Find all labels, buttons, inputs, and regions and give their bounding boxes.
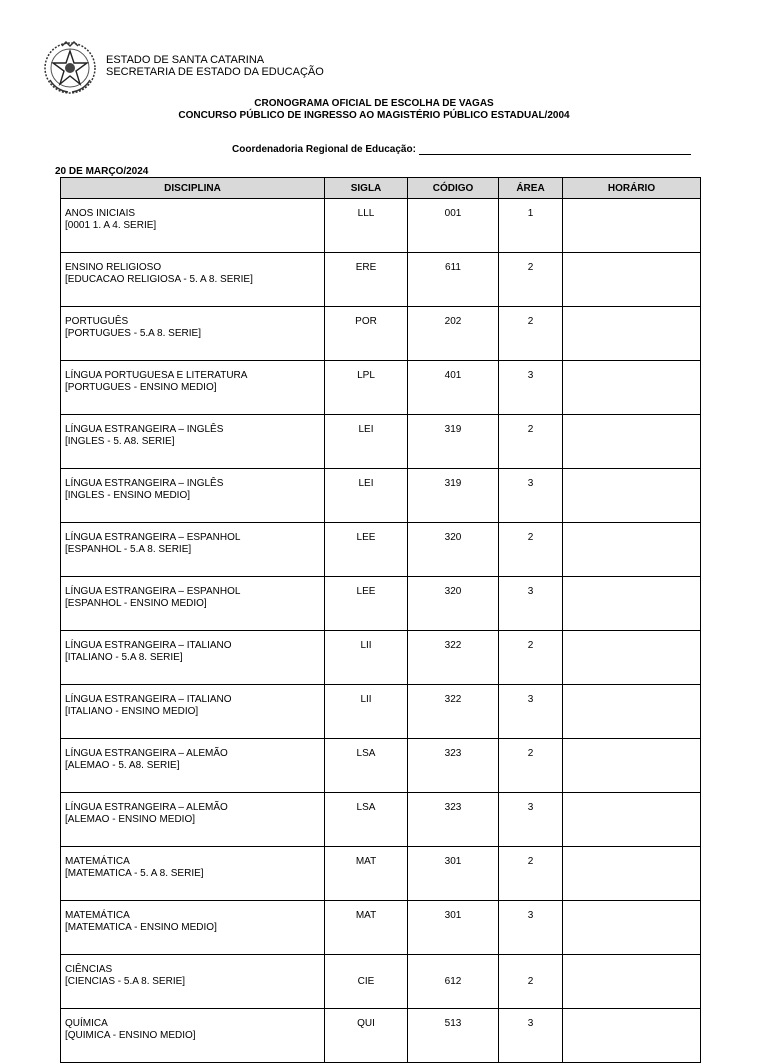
table-row: [61, 199, 701, 253]
cell-horario[interactable]: [563, 523, 701, 577]
cell-codigo: 301: [408, 901, 499, 955]
cell-area: 3: [499, 577, 563, 631]
cell-sigla: QUI: [325, 1009, 408, 1063]
table-body: [61, 199, 701, 1063]
cell-codigo: 322: [408, 685, 499, 739]
cell-area: 2: [499, 253, 563, 307]
discipline-name: LÍNGUA ESTRANGEIRA – ESPANHOL: [65, 586, 241, 597]
cell-disciplina: [61, 793, 325, 847]
cell-disciplina: [61, 523, 325, 577]
discipline-name: LÍNGUA ESTRANGEIRA – ALEMÃO: [65, 748, 228, 759]
cell-sigla: MAT: [325, 901, 408, 955]
table-row: [61, 415, 701, 469]
coordination-blank-line: [419, 144, 691, 155]
cell-area: 2: [499, 847, 563, 901]
col-header-codigo: CÓDIGO: [408, 178, 499, 199]
discipline-name: ENSINO RELIGIOSO: [65, 262, 162, 273]
discipline-detail: [MATEMATICA - ENSINO MEDIO]: [65, 922, 217, 933]
discipline-name: PORTUGUÊS: [65, 316, 129, 327]
discipline-detail: [ESPANHOL - ENSINO MEDIO]: [65, 598, 207, 609]
coordination-label: Coordenadoria Regional de Educação:: [232, 144, 416, 155]
cell-horario[interactable]: [563, 739, 701, 793]
cell-codigo: 301: [408, 847, 499, 901]
discipline-detail: [ITALIANO - 5.A 8. SERIE]: [65, 652, 183, 663]
coordination-field: [232, 144, 691, 155]
discipline-detail: [ESPANHOL - 5.A 8. SERIE]: [65, 544, 192, 555]
discipline-detail: [ALEMAO - 5. A8. SERIE]: [65, 760, 180, 771]
discipline-detail: [CIENCIAS - 5.A 8. SERIE]: [65, 976, 186, 987]
cell-codigo: 320: [408, 577, 499, 631]
discipline-detail: [MATEMATICA - 5. A 8. SERIE]: [65, 868, 204, 879]
col-header-horario: HORÁRIO: [563, 178, 701, 199]
cell-disciplina: [61, 847, 325, 901]
cell-sigla: LII: [325, 685, 408, 739]
table-row: [61, 739, 701, 793]
cell-horario[interactable]: [563, 253, 701, 307]
discipline-detail: [PORTUGUES - ENSINO MEDIO]: [65, 382, 217, 393]
cell-horario[interactable]: [563, 361, 701, 415]
state-seal-icon: [42, 40, 98, 96]
cell-codigo: 513: [408, 1009, 499, 1063]
cell-codigo: 320: [408, 523, 499, 577]
cell-sigla: POR: [325, 307, 408, 361]
col-header-disciplina: DISCIPLINA: [61, 178, 325, 199]
discipline-detail: [EDUCACAO RELIGIOSA - 5. A 8. SERIE]: [65, 274, 253, 285]
secretariat-name: SECRETARIA DE ESTADO DA EDUCAÇÃO: [106, 66, 324, 78]
cell-disciplina: [61, 577, 325, 631]
cell-horario[interactable]: [563, 793, 701, 847]
col-header-sigla: SIGLA: [325, 178, 408, 199]
table-row: [61, 307, 701, 361]
cell-disciplina: [61, 361, 325, 415]
cell-codigo: 323: [408, 739, 499, 793]
discipline-name: LÍNGUA PORTUGUESA E LITERATURA: [65, 370, 248, 381]
cell-disciplina: [61, 253, 325, 307]
discipline-name: LÍNGUA ESTRANGEIRA – ITALIANO: [65, 640, 232, 651]
cell-sigla: LEI: [325, 469, 408, 523]
discipline-name: CIÊNCIAS: [65, 964, 113, 975]
discipline-detail: [ALEMAO - ENSINO MEDIO]: [65, 814, 196, 825]
cell-sigla: LII: [325, 631, 408, 685]
cell-horario[interactable]: [563, 415, 701, 469]
cell-codigo: 319: [408, 415, 499, 469]
discipline-detail: [0001 1. A 4. SERIE]: [65, 220, 157, 231]
cell-codigo: 319: [408, 469, 499, 523]
cell-sigla: ERE: [325, 253, 408, 307]
cell-area: 2: [499, 739, 563, 793]
cell-disciplina: [61, 955, 325, 1009]
cell-sigla: LSA: [325, 739, 408, 793]
cell-horario[interactable]: [563, 1009, 701, 1063]
cell-area: 2: [499, 307, 563, 361]
cell-codigo: 611: [408, 253, 499, 307]
vacancy-schedule-table: [60, 177, 701, 1063]
cell-area: 2: [499, 415, 563, 469]
cell-codigo: 323: [408, 793, 499, 847]
cell-sigla: LEE: [325, 523, 408, 577]
cell-disciplina: [61, 631, 325, 685]
cell-horario[interactable]: [563, 199, 701, 253]
cell-codigo: 322: [408, 631, 499, 685]
cell-area: 3: [499, 361, 563, 415]
table-row: [61, 361, 701, 415]
discipline-name: LÍNGUA ESTRANGEIRA – ALEMÃO: [65, 802, 228, 813]
discipline-name: QUÍMICA: [65, 1018, 108, 1029]
discipline-name: LÍNGUA ESTRANGEIRA – ESPANHOL: [65, 532, 241, 543]
cell-codigo: 401: [408, 361, 499, 415]
discipline-detail: [QUIMICA - ENSINO MEDIO]: [65, 1030, 196, 1041]
cell-area: 3: [499, 469, 563, 523]
table-row: [61, 253, 701, 307]
discipline-detail: [PORTUGUES - 5.A 8. SERIE]: [65, 328, 201, 339]
cell-disciplina: [61, 1009, 325, 1063]
col-header-area: ÁREA: [499, 178, 563, 199]
discipline-detail: [INGLES - ENSINO MEDIO]: [65, 490, 191, 501]
cell-disciplina: [61, 685, 325, 739]
table-row: [61, 1009, 701, 1063]
discipline-name: LÍNGUA ESTRANGEIRA – ITALIANO: [65, 694, 232, 705]
cell-disciplina: [61, 901, 325, 955]
cell-codigo: 202: [408, 307, 499, 361]
table-row: [61, 901, 701, 955]
discipline-name: LÍNGUA ESTRANGEIRA – INGLÊS: [65, 424, 224, 435]
state-name: ESTADO DE SANTA CATARINA: [106, 54, 265, 66]
document-title: CRONOGRAMA OFICIAL DE ESCOLHA DE VAGAS: [254, 98, 494, 109]
cell-sigla: MAT: [325, 847, 408, 901]
table-row: [61, 631, 701, 685]
discipline-detail: [INGLES - 5. A8. SERIE]: [65, 436, 175, 447]
cell-area: 3: [499, 685, 563, 739]
institution-header: [106, 54, 324, 78]
cell-sigla: LPL: [325, 361, 408, 415]
table-row: [61, 469, 701, 523]
discipline-name: MATEMÁTICA: [65, 910, 130, 921]
table-row: [61, 685, 701, 739]
cell-disciplina: [61, 739, 325, 793]
cell-horario[interactable]: [563, 955, 701, 1009]
table-header-row: [61, 178, 701, 199]
cell-disciplina: [61, 469, 325, 523]
cell-disciplina: [61, 307, 325, 361]
cell-area: 2: [499, 955, 563, 1009]
cell-horario[interactable]: [563, 577, 701, 631]
cell-horario[interactable]: [563, 685, 701, 739]
discipline-detail: [ITALIANO - ENSINO MEDIO]: [65, 706, 199, 717]
table-row: [61, 523, 701, 577]
table-row: [61, 793, 701, 847]
cell-horario[interactable]: [563, 901, 701, 955]
cell-sigla: LSA: [325, 793, 408, 847]
table-row: [61, 847, 701, 901]
cell-disciplina: [61, 415, 325, 469]
document-subtitle: CONCURSO PÚBLICO DE INGRESSO AO MAGISTÉRIO PÚBLICO ESTADUAL/2004: [178, 110, 570, 121]
table-row: [61, 955, 701, 1009]
cell-sigla: LLL: [325, 199, 408, 253]
discipline-name: ANOS INICIAIS: [65, 208, 136, 219]
cell-sigla: LEI: [325, 415, 408, 469]
cell-disciplina: [61, 199, 325, 253]
cell-horario[interactable]: [563, 307, 701, 361]
cell-area: 2: [499, 523, 563, 577]
cell-area: 3: [499, 1009, 563, 1063]
cell-codigo: 001: [408, 199, 499, 253]
schedule-date: 20 DE MARÇO/2024: [55, 166, 149, 177]
cell-codigo: 612: [408, 955, 499, 1009]
cell-horario[interactable]: [563, 469, 701, 523]
discipline-name: LÍNGUA ESTRANGEIRA – INGLÊS: [65, 478, 224, 489]
table-row: [61, 577, 701, 631]
cell-sigla: CIE: [325, 955, 408, 1009]
cell-area: 2: [499, 631, 563, 685]
cell-area: 3: [499, 901, 563, 955]
cell-horario[interactable]: [563, 847, 701, 901]
discipline-name: MATEMÁTICA: [65, 856, 130, 867]
cell-area: 1: [499, 199, 563, 253]
cell-sigla: LEE: [325, 577, 408, 631]
cell-horario[interactable]: [563, 631, 701, 685]
cell-area: 3: [499, 793, 563, 847]
